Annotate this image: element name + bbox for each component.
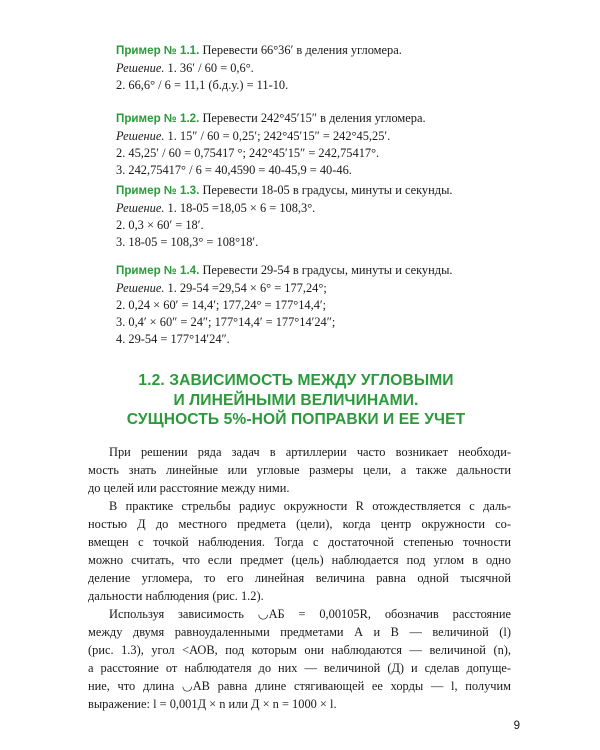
example-title xyxy=(116,182,556,200)
page-number: 9 xyxy=(513,720,520,732)
solution-line xyxy=(116,60,556,77)
text-line: выражение: l = 0,001Д × n или Д × n = 1000 × l. xyxy=(88,697,337,711)
solution-step: 1. 15″ / 60 = 0,25′; 242°45′15″ = 242°45,25′. xyxy=(164,128,391,143)
example-task: Перевести 66°36′ в деления угломера. xyxy=(199,43,402,57)
example-title xyxy=(116,42,556,60)
example-title xyxy=(116,110,556,128)
solution-label: Решение. xyxy=(116,128,165,143)
example-title xyxy=(116,262,556,280)
solution-step: 3. 18-05 = 108,3° = 108°18′. xyxy=(116,234,259,249)
text-line: деление угломера, то его линейная величина равна одной тысячной xyxy=(88,571,511,585)
solution-step: 1. 29-54 =29,54 × 6° = 177,24°; xyxy=(164,280,327,295)
text-line: до целей или расстояние между ними. xyxy=(88,481,290,495)
example-1-1 xyxy=(116,42,556,94)
heading-line: И ЛИНЕЙНЫМИ ВЕЛИЧИНАМИ. xyxy=(173,391,419,409)
solution-step: 1. 36′ / 60 = 0,6°. xyxy=(164,60,254,75)
example-task: Перевести 242°45′15″ в деления угломера. xyxy=(199,111,426,125)
paragraph xyxy=(88,497,511,605)
solution-step: 4. 29-54 = 177°14′24″. xyxy=(116,331,230,346)
solution-step: 2. 0,3 × 60′ = 18′. xyxy=(116,217,204,232)
text-line: (рис. 1.3), угол <АОВ, под которым они наблюдаются — величиной (n), xyxy=(88,643,511,657)
solution-step: 2. 0,24 × 60′ = 14,4′; 177,24° = 177°14,4′; xyxy=(116,297,327,312)
example-label: Пример № 1.1. xyxy=(116,44,200,57)
solution-step: 3. 242,75417° / 6 = 40,4590 = 40-45,9 = 40-46. xyxy=(116,162,352,177)
example-label: Пример № 1.3. xyxy=(116,184,200,197)
solution-step: 1. 18-05 =18,05 × 6 = 108,3°. xyxy=(164,200,316,215)
example-label: Пример № 1.4. xyxy=(116,264,200,277)
text-line: вмещен с точкой наблюдения. Тогда с достаточной степенью точности xyxy=(88,535,511,549)
text-line: а расстояние от наблюдателя до них — величиной (Д) и сделав допуще- xyxy=(88,661,511,675)
text-line: мость знать линейные или угловые размеры цели, а также дальности xyxy=(88,463,511,477)
section-heading xyxy=(96,371,496,430)
solution-step: 2. 45,25′ / 60 = 0,75417 °; 242°45′15″ = 242,75417°. xyxy=(116,145,380,160)
paragraph xyxy=(88,443,511,497)
solution-label: Решение. xyxy=(116,280,165,295)
text-line: В практике стрельбы радиус окружности R отождествляется с даль- xyxy=(109,499,511,513)
example-label: Пример № 1.2. xyxy=(116,112,200,125)
heading-line: СУЩНОСТЬ 5%-НОЙ ПОПРАВКИ И ЕЕ УЧЕТ xyxy=(126,411,466,428)
example-task: Перевести 18-05 в градусы, минуты и секунды. xyxy=(199,183,453,197)
solution-line xyxy=(116,200,556,217)
solution-step: 2. 66,6° / 6 = 11,1 (б.д.у.) = 11-10. xyxy=(116,77,289,92)
text-line: ние, что длина ◡АВ равна длине стягивающей ее хорды — l, получим xyxy=(88,679,511,693)
text-line: дальности наблюдения (рис. 1.2). xyxy=(88,589,264,603)
body-text xyxy=(88,443,511,713)
text-line: между двумя равноудаленными предметами А и В — величиной (l) xyxy=(88,625,511,639)
example-1-2 xyxy=(116,110,556,179)
paragraph xyxy=(88,605,511,713)
solution-line xyxy=(116,128,556,145)
heading-line: 1.2. ЗАВИСИМОСТЬ МЕЖДУ УГЛОВЫМИ xyxy=(138,372,454,389)
example-1-3 xyxy=(116,182,556,251)
example-1-4 xyxy=(116,262,556,348)
solution-label: Решение. xyxy=(116,60,165,75)
solution-label: Решение. xyxy=(116,200,165,215)
example-task: Перевести 29-54 в градусы, минуты и секунды. xyxy=(199,263,453,277)
solution-step: 3. 0,4′ × 60″ = 24″; 177°14,4′ = 177°14′24″; xyxy=(116,314,336,329)
text-line: можно считать, что если предмет (цель) наблюдается под углом в одно xyxy=(88,553,511,567)
text-line: Используя зависимость ◡АБ = 0,00105R, обозначив расстояние xyxy=(109,607,511,621)
solution-line xyxy=(116,280,556,297)
text-line: При решении ряда задач в артиллерии часто возникает необходи- xyxy=(109,445,511,459)
text-line: ностью Д до местного предмета (цели), когда центр окружности со- xyxy=(88,517,511,531)
